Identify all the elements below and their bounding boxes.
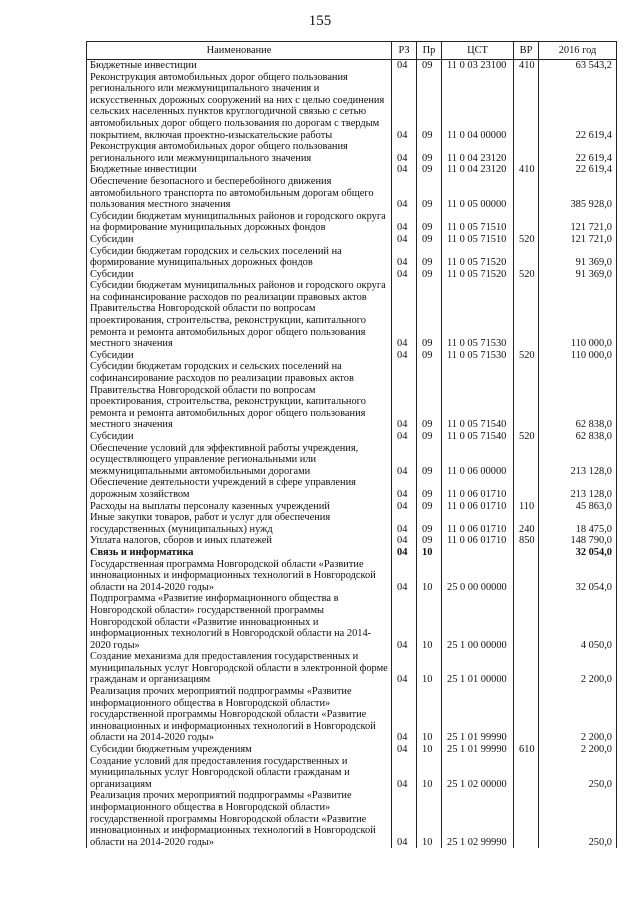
table-row xyxy=(87,280,617,350)
cell-cst: 11 0 03 23100 xyxy=(442,60,514,72)
cell-cst: 25 1 02 99990 xyxy=(442,790,514,848)
cell-pr: 10 xyxy=(417,744,442,756)
cell-amount: 4 050,0 xyxy=(539,593,617,651)
cell-rz: 04 xyxy=(392,744,417,756)
cell-name: Обеспечение условий для эффективной работы учреждения, осуществляющего управление региональными или межмуниципальными автомобильными дорогами xyxy=(87,443,392,478)
table-row xyxy=(87,72,617,142)
cell-cst: 11 0 05 71510 xyxy=(442,211,514,234)
cell-amount: 110 000,0 xyxy=(539,350,617,362)
cell-rz: 04 xyxy=(392,790,417,848)
cell-pr: 09 xyxy=(417,176,442,211)
cell-name: Субсидии xyxy=(87,234,392,246)
cell-rz: 04 xyxy=(392,280,417,350)
cell-pr: 09 xyxy=(417,72,442,142)
header-year: 2016 год xyxy=(539,42,617,60)
cell-rz: 04 xyxy=(392,350,417,362)
cell-rz: 04 xyxy=(392,164,417,176)
cell-cst: 11 0 05 71530 xyxy=(442,280,514,350)
cell-name: Субсидии бюджетам городских и сельских поселений на формирование муниципальных дорожных фондов xyxy=(87,246,392,269)
table-row xyxy=(87,361,617,431)
cell-name: Создание механизма для предоставления государственных и муниципальных услуг Новгородской области в электронной форме гражданам и организациям xyxy=(87,651,392,686)
cell-amount: 62 838,0 xyxy=(539,431,617,443)
cell-amount: 148 790,0 xyxy=(539,535,617,547)
cell-pr: 10 xyxy=(417,593,442,651)
cell-amount: 62 838,0 xyxy=(539,361,617,431)
cell-amount: 32 054,0 xyxy=(539,547,617,559)
cell-pr: 09 xyxy=(417,280,442,350)
cell-cst: 11 0 05 71520 xyxy=(442,269,514,281)
cell-amount: 250,0 xyxy=(539,756,617,791)
table-row xyxy=(87,593,617,651)
table-row xyxy=(87,744,617,756)
cell-vr xyxy=(514,72,539,142)
cell-name: Реализация прочих мероприятий подпрограммы «Развитие информационного общества в Новгородской области» государственной программы Новгородской области «Развитие инновационных и информационных технологий в Новгородской области на 2014-2020 годы» xyxy=(87,686,392,744)
cell-vr xyxy=(514,593,539,651)
cell-name: Иные закупки товаров, работ и услуг для обеспечения государственных (муниципальных) нужд xyxy=(87,512,392,535)
cell-rz: 04 xyxy=(392,535,417,547)
cell-amount: 45 863,0 xyxy=(539,501,617,513)
table-row xyxy=(87,651,617,686)
table-row xyxy=(87,431,617,443)
header-vr: ВР xyxy=(514,42,539,60)
header-cst: ЦСТ xyxy=(442,42,514,60)
cell-cst: 25 1 01 99990 xyxy=(442,744,514,756)
cell-amount: 213 128,0 xyxy=(539,443,617,478)
cell-pr: 09 xyxy=(417,246,442,269)
header-pr: Пр xyxy=(417,42,442,60)
header-name: Наименование xyxy=(87,42,392,60)
cell-rz: 04 xyxy=(392,501,417,513)
cell-rz: 04 xyxy=(392,72,417,142)
cell-amount: 22 619,4 xyxy=(539,141,617,164)
cell-pr: 09 xyxy=(417,361,442,431)
cell-pr: 09 xyxy=(417,431,442,443)
cell-amount: 110 000,0 xyxy=(539,280,617,350)
cell-name: Бюджетные инвестиции xyxy=(87,164,392,176)
cell-vr: 410 xyxy=(514,60,539,72)
cell-amount: 18 475,0 xyxy=(539,512,617,535)
cell-pr: 10 xyxy=(417,756,442,791)
cell-amount: 121 721,0 xyxy=(539,211,617,234)
cell-vr xyxy=(514,141,539,164)
cell-vr: 410 xyxy=(514,164,539,176)
cell-cst: 11 0 05 71540 xyxy=(442,431,514,443)
cell-rz: 04 xyxy=(392,269,417,281)
cell-pr: 09 xyxy=(417,211,442,234)
cell-rz: 04 xyxy=(392,547,417,559)
cell-cst: 11 0 04 23120 xyxy=(442,141,514,164)
cell-vr xyxy=(514,246,539,269)
cell-name: Бюджетные инвестиции xyxy=(87,60,392,72)
cell-vr xyxy=(514,176,539,211)
cell-name: Создание условий для предоставления государственных и муниципальных услуг Новгородской области гражданам и организациям xyxy=(87,756,392,791)
table-row xyxy=(87,547,617,559)
cell-name: Подпрограмма «Развитие информационного общества в Новгородской области» государственной программы Новгородской области «Развитие инновационных и информационных технологий в Новгородской области на 2014-2020 годы» xyxy=(87,593,392,651)
table-row xyxy=(87,477,617,500)
cell-vr: 520 xyxy=(514,234,539,246)
cell-name: Реализация прочих мероприятий подпрограммы «Развитие информационного общества в Новгородской области» государственной программы Новгородской области «Развитие инновационных и информационных технологий в Новгородской области на 2014-2020 годы» xyxy=(87,790,392,848)
cell-rz: 04 xyxy=(392,512,417,535)
cell-vr xyxy=(514,280,539,350)
table-row xyxy=(87,350,617,362)
table-row xyxy=(87,141,617,164)
cell-name: Обеспечение деятельности учреждений в сфере управления дорожным хозяйством xyxy=(87,477,392,500)
cell-cst: 11 0 05 71520 xyxy=(442,246,514,269)
cell-cst: 11 0 06 01710 xyxy=(442,512,514,535)
table-row xyxy=(87,176,617,211)
table-row xyxy=(87,756,617,791)
table-row xyxy=(87,686,617,744)
table-row xyxy=(87,234,617,246)
table-row xyxy=(87,790,617,848)
cell-vr: 520 xyxy=(514,269,539,281)
cell-vr xyxy=(514,756,539,791)
cell-rz: 04 xyxy=(392,211,417,234)
cell-rz: 04 xyxy=(392,141,417,164)
cell-name: Субсидии xyxy=(87,431,392,443)
cell-vr: 240 xyxy=(514,512,539,535)
cell-rz: 04 xyxy=(392,686,417,744)
cell-cst: 25 1 02 00000 xyxy=(442,756,514,791)
cell-pr: 09 xyxy=(417,501,442,513)
cell-rz: 04 xyxy=(392,60,417,72)
cell-rz: 04 xyxy=(392,559,417,594)
cell-vr: 520 xyxy=(514,431,539,443)
table-row xyxy=(87,60,617,72)
header-rz: РЗ xyxy=(392,42,417,60)
table-row xyxy=(87,246,617,269)
cell-name: Государственная программа Новгородской области «Развитие инновационных и информационных технологий в Новгородской области на 2014-2020 годы» xyxy=(87,559,392,594)
cell-pr: 10 xyxy=(417,559,442,594)
cell-amount: 63 543,2 xyxy=(539,60,617,72)
cell-amount: 213 128,0 xyxy=(539,477,617,500)
cell-name: Расходы на выплаты персоналу казенных учреждений xyxy=(87,501,392,513)
table-row xyxy=(87,501,617,513)
cell-amount: 22 619,4 xyxy=(539,72,617,142)
cell-cst: 11 0 05 71530 xyxy=(442,350,514,362)
cell-pr: 09 xyxy=(417,141,442,164)
cell-rz: 04 xyxy=(392,593,417,651)
cell-rz: 04 xyxy=(392,443,417,478)
cell-pr: 10 xyxy=(417,547,442,559)
cell-cst: 25 1 00 00000 xyxy=(442,593,514,651)
table-row xyxy=(87,535,617,547)
table-body xyxy=(87,60,617,849)
cell-pr: 10 xyxy=(417,790,442,848)
cell-rz: 04 xyxy=(392,756,417,791)
cell-amount: 250,0 xyxy=(539,790,617,848)
cell-vr: 610 xyxy=(514,744,539,756)
cell-vr xyxy=(514,686,539,744)
cell-rz: 04 xyxy=(392,361,417,431)
cell-name: Обеспечение безопасного и бесперебойного движения автомобильного транспорта по автомобильным дорогам общего пользования местного значения xyxy=(87,176,392,211)
table-row xyxy=(87,559,617,594)
cell-pr: 09 xyxy=(417,234,442,246)
cell-vr xyxy=(514,559,539,594)
cell-vr xyxy=(514,547,539,559)
cell-amount: 2 200,0 xyxy=(539,744,617,756)
cell-amount: 22 619,4 xyxy=(539,164,617,176)
cell-rz: 04 xyxy=(392,176,417,211)
table-row xyxy=(87,512,617,535)
cell-cst: 11 0 06 01710 xyxy=(442,535,514,547)
cell-pr: 09 xyxy=(417,350,442,362)
cell-rz: 04 xyxy=(392,234,417,246)
cell-rz: 04 xyxy=(392,431,417,443)
cell-name: Реконструкция автомобильных дорог общего пользования регионального или межмуниципального значения xyxy=(87,141,392,164)
cell-name: Субсидии бюджетам муниципальных районов и городского округа на софинансирование расходов по реализации правовых актов Правительства Новгородской области по вопросам проектирования, строительства, реконструкции, капитального ремонта и ремонта автомобильных дорог общего пользования местного значения xyxy=(87,280,392,350)
cell-name: Субсидии xyxy=(87,269,392,281)
cell-vr xyxy=(514,443,539,478)
cell-pr: 10 xyxy=(417,686,442,744)
cell-cst: 11 0 05 71540 xyxy=(442,361,514,431)
cell-pr: 09 xyxy=(417,60,442,72)
cell-cst: 11 0 05 71510 xyxy=(442,234,514,246)
table-row xyxy=(87,211,617,234)
table-header-row xyxy=(87,42,617,60)
cell-cst: 11 0 05 00000 xyxy=(442,176,514,211)
table-row xyxy=(87,164,617,176)
cell-vr: 110 xyxy=(514,501,539,513)
cell-rz: 04 xyxy=(392,651,417,686)
cell-pr: 09 xyxy=(417,512,442,535)
cell-cst: 11 0 04 23120 xyxy=(442,164,514,176)
cell-vr: 850 xyxy=(514,535,539,547)
cell-cst xyxy=(442,547,514,559)
cell-cst: 25 0 00 00000 xyxy=(442,559,514,594)
cell-name: Субсидии бюджетным учреждениям xyxy=(87,744,392,756)
cell-name: Субсидии бюджетам городских и сельских поселений на софинансирование расходов по реализации правовых актов Правительства Новгородской области по вопросам проектирования, строительства, реконструкции, капитального ремонта и ремонта автомобильных дорог общего пользования местного значения xyxy=(87,361,392,431)
cell-pr: 09 xyxy=(417,535,442,547)
cell-amount: 2 200,0 xyxy=(539,686,617,744)
cell-vr xyxy=(514,211,539,234)
cell-amount: 2 200,0 xyxy=(539,651,617,686)
cell-cst: 11 0 06 01710 xyxy=(442,501,514,513)
cell-cst: 11 0 04 00000 xyxy=(442,72,514,142)
cell-name: Уплата налогов, сборов и иных платежей xyxy=(87,535,392,547)
cell-pr: 09 xyxy=(417,269,442,281)
cell-vr xyxy=(514,477,539,500)
cell-cst: 25 1 01 00000 xyxy=(442,651,514,686)
cell-pr: 09 xyxy=(417,164,442,176)
cell-pr: 09 xyxy=(417,477,442,500)
cell-amount: 91 369,0 xyxy=(539,246,617,269)
cell-vr xyxy=(514,361,539,431)
table-row xyxy=(87,443,617,478)
cell-vr xyxy=(514,790,539,848)
cell-cst: 25 1 01 99990 xyxy=(442,686,514,744)
cell-pr: 10 xyxy=(417,651,442,686)
cell-name: Субсидии бюджетам муниципальных районов и городского округа на формирование муниципальных дорожных фондов xyxy=(87,211,392,234)
cell-amount: 91 369,0 xyxy=(539,269,617,281)
budget-table xyxy=(86,41,617,848)
cell-amount: 385 928,0 xyxy=(539,176,617,211)
cell-pr: 09 xyxy=(417,443,442,478)
cell-name: Субсидии xyxy=(87,350,392,362)
cell-cst: 11 0 06 00000 xyxy=(442,443,514,478)
cell-rz: 04 xyxy=(392,246,417,269)
page-number: 155 xyxy=(308,13,332,29)
cell-vr: 520 xyxy=(514,350,539,362)
cell-amount: 32 054,0 xyxy=(539,559,617,594)
cell-cst: 11 0 06 01710 xyxy=(442,477,514,500)
cell-name: Связь и информатика xyxy=(87,547,392,559)
cell-name: Реконструкция автомобильных дорог общего пользования регионального или межмуниципального значения и искусственных дорожных сооружений на них с целью соединения сельских населенных пунктов круглогодичной связью с сетью автомобильных дорог общего пользования по дорогам с твердым покрытием, включая проектно-изыскательские работы xyxy=(87,72,392,142)
cell-rz: 04 xyxy=(392,477,417,500)
cell-vr xyxy=(514,651,539,686)
cell-amount: 121 721,0 xyxy=(539,234,617,246)
table-row xyxy=(87,269,617,281)
